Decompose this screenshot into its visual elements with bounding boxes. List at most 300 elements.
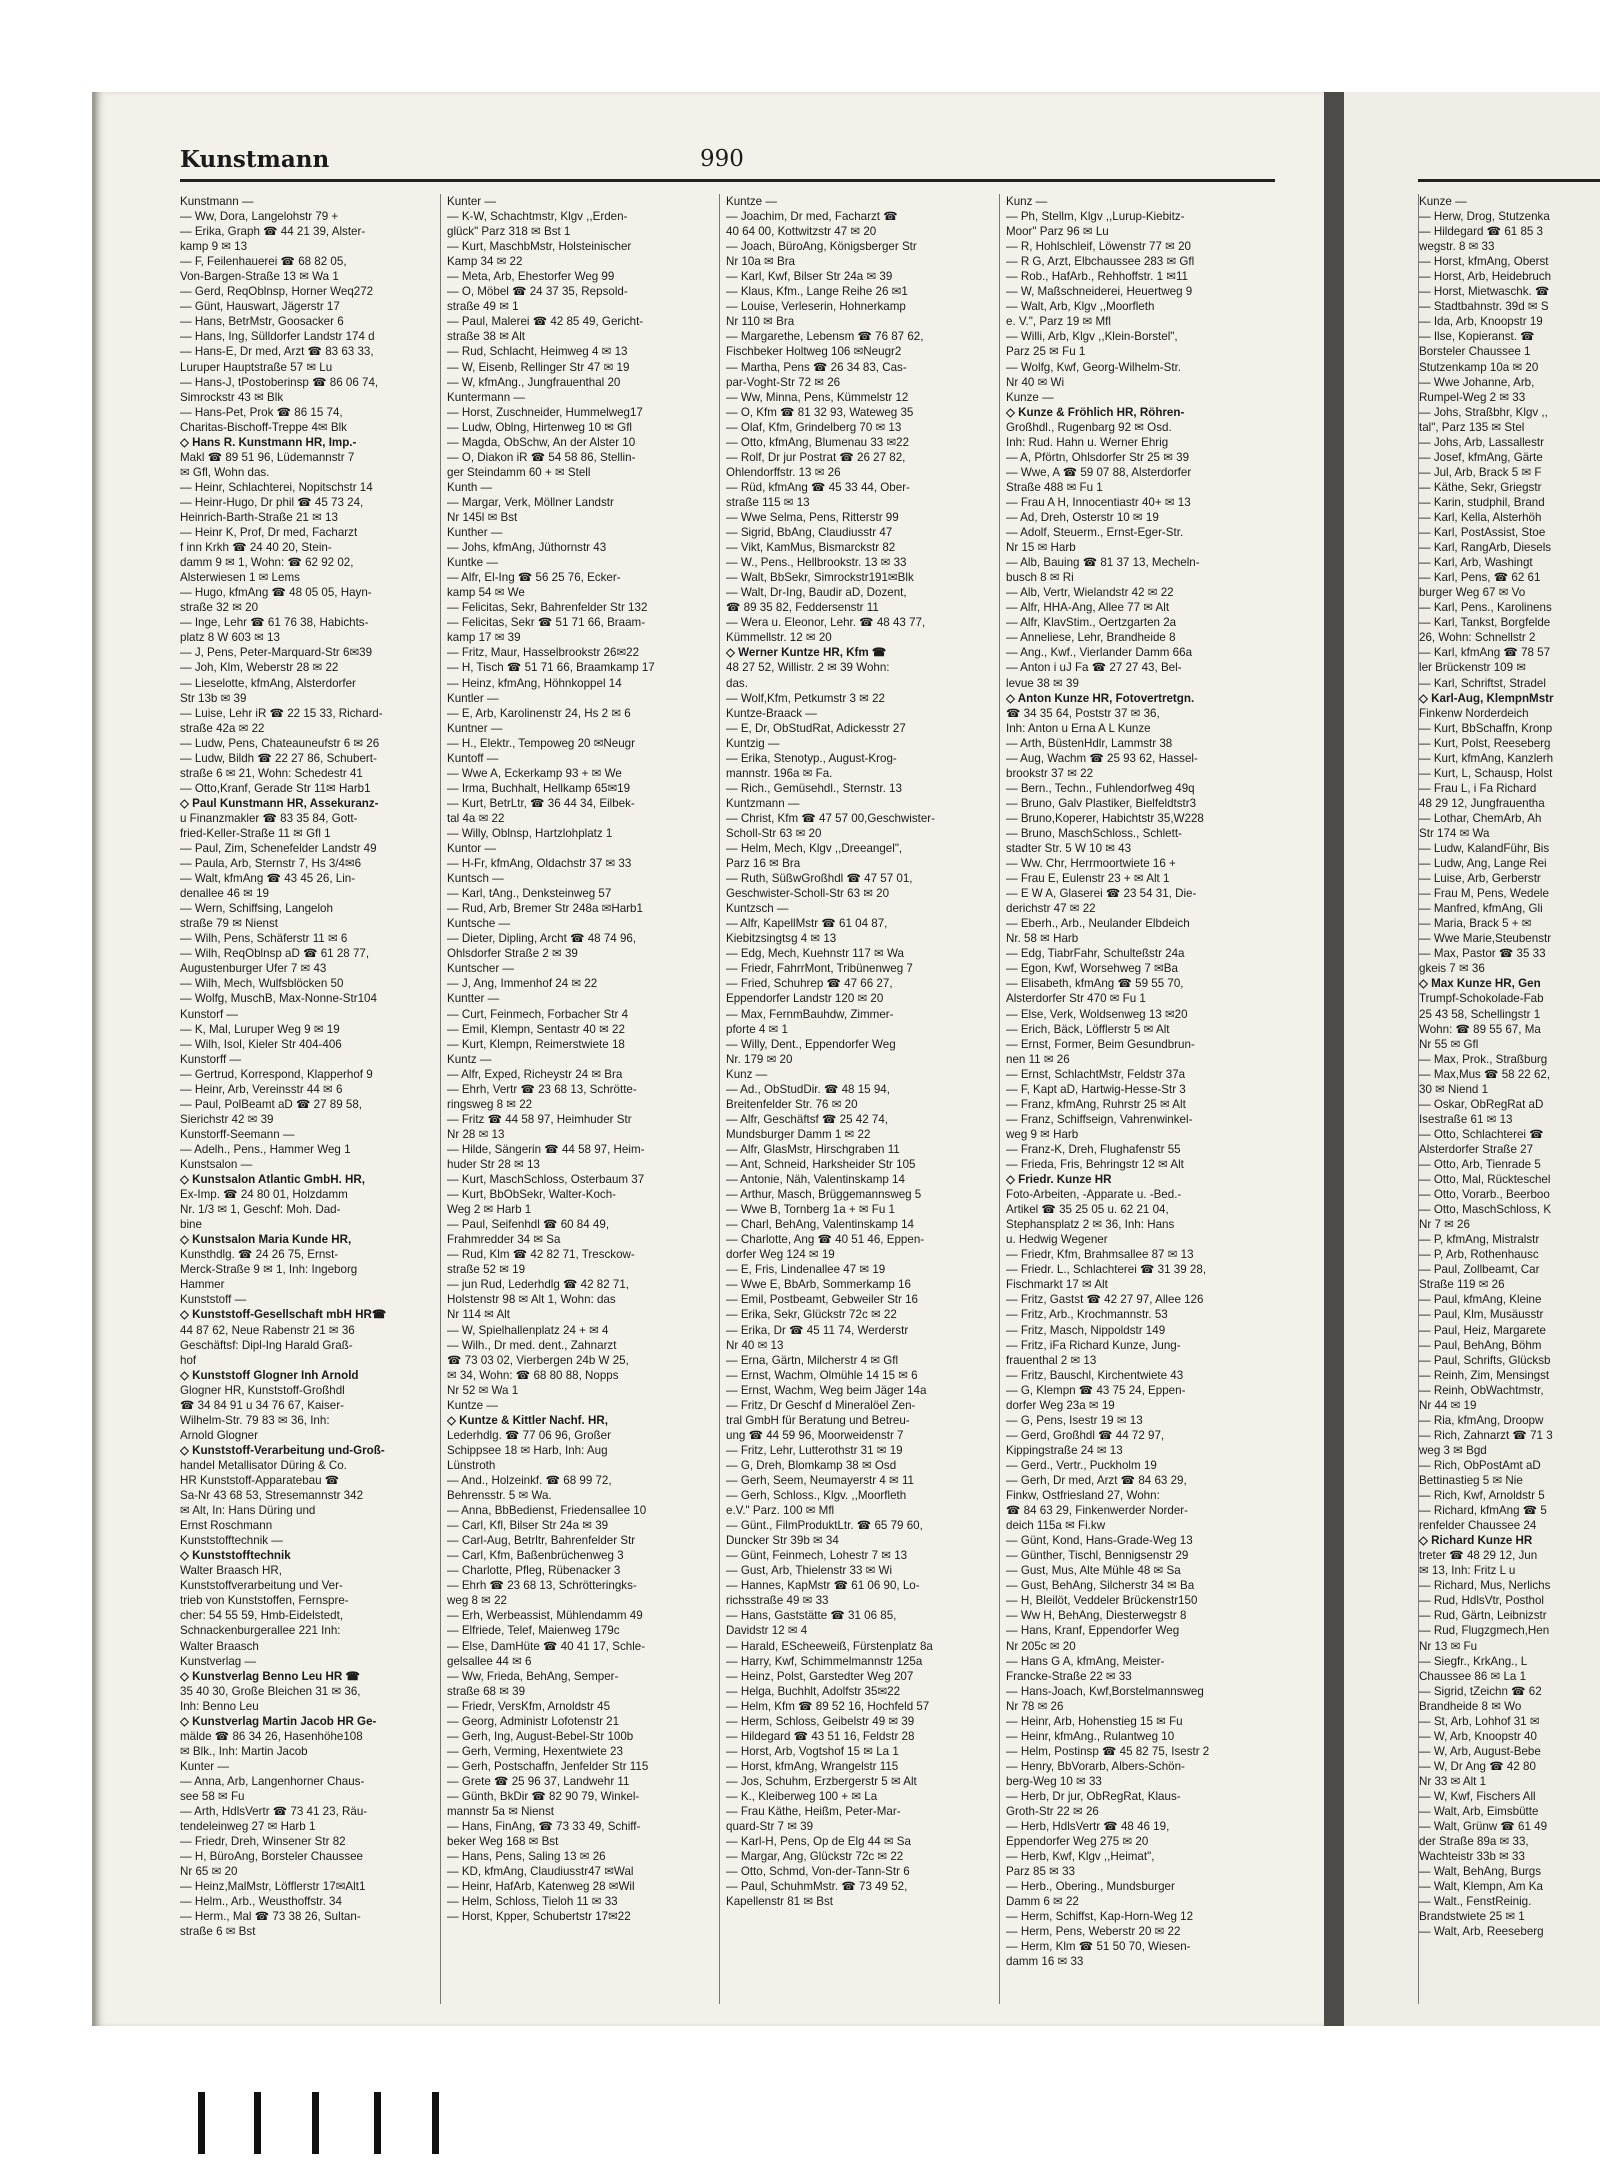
entry-line: Kunstmann — [180, 195, 254, 208]
entry-line: — Hans-J, tPostoberinsp ☎ 86 06 74, [180, 375, 379, 389]
entry-line: Nr 52 ✉ Wa 1 [447, 1383, 519, 1397]
entry-line: ◇ Richard Kunze HR [1419, 1534, 1533, 1548]
entry-line: Kuntsch — [447, 872, 504, 886]
entry-line: straße 49 ✉ 1 [447, 300, 519, 314]
entry-line: Kunter — [180, 1759, 229, 1773]
entry-line: Stutzenkamp 10a ✉ 20 [1419, 360, 1539, 374]
entry-line: — Jul, Arb, Brack 5 ✉ F [1419, 465, 1542, 479]
film-mark [432, 2092, 439, 2154]
entry-line: — Carl-Aug, Betrltr, Bahrenfelder Str [447, 1534, 636, 1548]
entry-line: Moor" Parz 96 ✉ Lu [1006, 225, 1109, 239]
entry-line: — Walt, Dr-Ing, Baudir aD, Dozent, [726, 586, 907, 600]
entry-line: — Paul, Seifenhdl ☎ 60 84 49, [447, 1218, 610, 1232]
entry-line: — Hugo, kfmAng ☎ 48 05 05, Hayn- [180, 586, 372, 600]
entry-line: Kuntscher — [447, 962, 515, 976]
entry-line: Kuntler — [447, 691, 499, 705]
entry-line: — Anton i uJ Fa ☎ 27 27 43, Bel- [1006, 661, 1182, 675]
entry-line: — Günth, BkDir ☎ 82 90 79, Winkel- [447, 1789, 640, 1803]
entry-line: — Horst, Mietwaschk. ☎ [1419, 285, 1550, 299]
entry-line: dorfer Weg 23a ✉ 19 [1006, 1398, 1115, 1412]
entry-line: — Anna, BbBedienst, Friedensallee 10 [447, 1504, 647, 1518]
entry-line: Hammer [180, 1278, 225, 1292]
entry-line: tal 4a ✉ 22 [447, 811, 505, 825]
entry-line: — Otto, Schmd, Von-der-Tann-Str 6 [726, 1865, 910, 1879]
entry-line: — Rud, Schlacht, Heimweg 4 ✉ 13 [447, 345, 628, 359]
entry-line: — Siegfr., KrkAng., L [1419, 1654, 1528, 1668]
entry-line: straße 68 ✉ 39 [447, 1684, 526, 1698]
entry-line: — Heinr, Arb, Hohenstieg 15 ✉ Fu [1006, 1714, 1183, 1728]
entry-line: — Alb, Vertr, Wielandstr 42 ✉ 22 [1006, 586, 1174, 600]
entry-line: — Ria, kfmAng, Droopw [1419, 1413, 1544, 1427]
entry-line: — Paul, PolBeamt aD ☎ 27 89 58, [180, 1097, 363, 1111]
entry-line: — Kurt, BbObSekr, Walter-Koch- [447, 1188, 617, 1202]
entry-line: — Herm, Schloss, Geibelstr 49 ✉ 39 [726, 1714, 915, 1728]
entry-line: — Olaf, Kfm, Grindelberg 70 ✉ 13 [726, 420, 902, 434]
entry-line: — H, Bleilöt, Veddeler Brückenstr150 [1006, 1594, 1198, 1608]
entry-line: — Frau E, Eulenstr 23 + ✉ Alt 1 [1006, 872, 1170, 886]
entry-line: — Rud, HdlsVtr, Posthol [1419, 1594, 1545, 1608]
entry-line: — Heinr K, Prof, Dr med, Facharzt [180, 526, 358, 540]
entry-line: — Franz, kfmAng, Ruhrstr 25 ✉ Alt [1006, 1097, 1186, 1111]
entry-line: — Christ, Kfm ☎ 47 57 00,Geschwister- [726, 811, 936, 825]
entry-line: — Ilse, Kopieranst. ☎ [1419, 330, 1535, 344]
entry-line: ◇ Paul Kunstmann HR, Assekuranz- [180, 796, 379, 810]
entry-line: — Richard, Mus, Nerlichs [1419, 1579, 1551, 1593]
entry-line: — Hans, Pens, Saling 13 ✉ 26 [447, 1850, 606, 1864]
entry-line: 30 ✉ Niend 1 [1419, 1082, 1489, 1096]
entry-line: berg-Weg 10 ✉ 33 [1006, 1774, 1102, 1788]
entry-line: — Rüd, kfmAng ☎ 45 33 44, Ober- [726, 480, 910, 494]
entry-line: — Gerd, ReqOblnsp, Horner Weq272 [180, 285, 374, 299]
header-rule [180, 179, 1275, 182]
entry-line: — Harry, Kwf, Schimmelmannstr 125a [726, 1654, 923, 1668]
film-mark [374, 2092, 381, 2154]
entry-line: — Ehrh, Vertr ☎ 23 68 13, Schrötte- [447, 1082, 637, 1096]
entry-line: — Gerh, Verming, Hexentwiete 23 [447, 1744, 623, 1758]
entry-line: — Hilde, Sängerin ☎ 44 58 97, Heim- [447, 1142, 645, 1156]
entry-line: — Charlotte, Ang ☎ 40 51 46, Eppen- [726, 1233, 925, 1247]
entry-line: Scholl-Str 63 ✉ 20 [726, 826, 822, 840]
entry-line: Kunstverlag — [180, 1654, 257, 1668]
entry-line: — Alfr, KapellMstr ☎ 61 04 87, [726, 917, 888, 931]
entry-line: — Wern, Schiffsing, Langeloh [180, 902, 333, 916]
entry-line: 26, Wohn: Schnellstr 2 [1419, 631, 1536, 645]
entry-line: — Stadtbahnstr. 39d ✉ S [1419, 300, 1549, 314]
entry-line: Kuntz — [447, 1052, 492, 1066]
entry-line: — Hans-Pet, Prok ☎ 86 15 74, [180, 405, 343, 419]
entry-line: Nr 40 ✉ 13 [726, 1338, 784, 1352]
entry-line: — A, Pförtn, Ohlsdorfer Str 25 ✉ 39 [1006, 450, 1190, 464]
entry-line: — Wwe B, Tornberg 1a + ✉ Fu 1 [726, 1203, 895, 1217]
entry-line: — Otto, kfmAng, Blumenau 33 ✉22 [726, 435, 910, 449]
entry-line: — Klaus, Kfm., Lange Reihe 26 ✉1 [726, 285, 908, 299]
entry-line: Nr 65 ✉ 20 [180, 1865, 238, 1879]
entry-line: — Frau L, i Fa Richard [1419, 781, 1537, 795]
entry-line: — Paul, Malerei ☎ 42 85 49, Gericht- [447, 315, 644, 329]
entry-line: — Wwe, A ☎ 59 07 88, Alsterdorfer [1006, 465, 1192, 479]
entry-line: — Else, DamHüte ☎ 40 41 17, Schle- [447, 1639, 646, 1653]
entry-line: u. Hedwig Wegener [1006, 1233, 1108, 1247]
entry-line: — Alfr, GlasMstr, Hirschgraben 11 [726, 1142, 900, 1156]
entry-line: — Elfriede, Telef, Maienweg 179c [447, 1624, 620, 1638]
entry-line: — Kurt, kfmAng, Kanzlerh [1419, 751, 1554, 765]
entry-line: — KD, kfmAng, Claudiusstr47 ✉Wal [447, 1865, 634, 1879]
entry-line: beker Weg 168 ✉ Bst [447, 1835, 559, 1849]
entry-line: 44 87 62, Neue Rabenstr 21 ✉ 36 [180, 1323, 355, 1337]
entry-line: Nr. 58 ✉ Harb [1006, 932, 1079, 946]
entry-line: — G, Pens, Isestr 19 ✉ 13 [1006, 1413, 1143, 1427]
entry-line: weg 3 ✉ Bgd [1419, 1443, 1487, 1457]
entry-line: — Friedr. L., Schlachterei ☎ 31 39 28, [1006, 1263, 1207, 1277]
entry-line: — Alfr, KlavStim., Oertzgarten 2a [1006, 616, 1177, 630]
entry-line: Ohlendorffstr. 13 ✉ 26 [726, 465, 841, 479]
entry-line: — Arth, HdlsVertr ☎ 73 41 23, Räu- [180, 1805, 368, 1819]
column-3 [719, 194, 1002, 2004]
entry-line: 48 27 52, Willistr. 2 ✉ 39 Wohn: [726, 661, 890, 675]
entry-line: Trumpf-Schokolade-Fab [1419, 992, 1544, 1006]
entry-line: ◇ Kunstverlag Martin Jacob HR Ge- [180, 1714, 377, 1728]
entry-line: Kuntor — [447, 842, 496, 856]
entry-line: Davidstr 12 ✉ 4 [726, 1624, 808, 1638]
entry-line: — Rich., Gemüsehdl., Sternstr. 13 [726, 781, 902, 795]
entry-line: — Hildegard ☎ 43 51 16, Feldstr 28 [726, 1729, 915, 1743]
entry-line: — Rud, Gärtn, Leibnizstr [1419, 1609, 1547, 1623]
entry-line: — Wolfg, Kwf, Georg-Wilhelm-Str. [1006, 360, 1182, 374]
entry-line: — Günt, Feinmech, Lohestr 7 ✉ 13 [726, 1549, 908, 1563]
entry-line: — Ruth, SüßwGroßhdl ☎ 47 57 01, [726, 872, 913, 886]
entry-line: — W., Pens., Hellbrookstr. 13 ✉ 33 [726, 556, 907, 570]
entry-line: — Ludw, Ang, Lange Rei [1419, 857, 1547, 871]
entry-line: — Horst, kfmAng, Wrangelstr 115 [726, 1759, 899, 1773]
entry-line: — Johs, Arb, Lassallestr [1419, 435, 1545, 449]
entry-line: — Horst, Arb, Vogtshof 15 ✉ La 1 [726, 1744, 899, 1758]
entry-line: — Charlotte, Pfleg, Rübenacker 3 [447, 1564, 621, 1578]
entry-line: Kuntoff — [447, 751, 499, 765]
entry-line: — Max, FernmBauhdw, Zimmer- [726, 1007, 894, 1021]
entry-line: Schippsee 18 ✉ Harb, Inh: Aug [447, 1443, 608, 1457]
entry-line: nen 11 ✉ 26 [1006, 1052, 1070, 1066]
entry-line: e. V.", Parz 19 ✉ Mfl [1006, 315, 1111, 329]
entry-line: — Joh, Klm, Weberstr 28 ✉ 22 [180, 661, 339, 675]
entry-line: — Grete ☎ 25 96 37, Landwehr 11 [447, 1774, 630, 1788]
entry-line: Nr 28 ✉ 13 [447, 1127, 505, 1141]
entry-line: Kuntze — [726, 195, 777, 208]
entry-line: — Walt, Klempn, Am Ka [1419, 1880, 1543, 1894]
entry-line: — Erika, Stenotyp., August-Krog- [726, 751, 897, 765]
scan-margin [0, 2026, 1600, 2177]
entry-line: — Ludw, Bildh ☎ 22 27 86, Schubert- [180, 751, 377, 765]
entry-line: kamp 54 ✉ We [447, 586, 525, 600]
entry-line: — Carl, Kfl, Bilser Str 24a ✉ 39 [447, 1519, 609, 1533]
entry-line: deich 115a ✉ Fi.kw [1006, 1519, 1106, 1533]
entry-line: Fischmarkt 17 ✉ Alt [1006, 1278, 1108, 1292]
entry-line: 25 43 58, Schellingstr 1 [1419, 1007, 1541, 1021]
entry-line: — Kurt, BbSchaffn, Kronp [1419, 721, 1553, 735]
entry-line: — Karl, RangArb, Diesels [1419, 541, 1552, 555]
entry-line: ger Steindamm 60 + ✉ Stell [447, 465, 591, 479]
entry-line: ◇ Anton Kunze HR, Fotovertretgn. [1006, 691, 1195, 705]
entry-line: — Walt, Arb, Klgv ,,Moorfleth [1006, 300, 1155, 314]
entry-line: — Joachim, Dr med, Facharzt ☎ [726, 210, 898, 224]
entry-line: — Heinr, Schlachterei, Nopitschstr 14 [180, 480, 373, 494]
entry-line: ◇ Friedr. Kunze HR [1006, 1173, 1112, 1187]
entry-line: — O, Diakon iR ☎ 54 58 86, Stellin- [447, 450, 636, 464]
entry-line: — Adolf, Steuerm., Ernst-Eger-Str. [1006, 526, 1184, 540]
entry-line: Nr 13 ✉ Fu [1419, 1639, 1478, 1653]
entry-line: — Hans, Kranf, Eppendorfer Weg [1006, 1624, 1180, 1638]
entry-line: — J, Pens, Peter-Marquard-Str 6✉39 [180, 646, 373, 660]
entry-line: — Inge, Lehr ☎ 61 76 38, Habichts- [180, 616, 369, 630]
entry-line: Finkw, Ostfriesland 27, Wohn: [1006, 1489, 1160, 1503]
film-mark [198, 2092, 205, 2154]
entry-line: — Ludw, Pens, Chateauneufstr 6 ✉ 26 [180, 736, 380, 750]
entry-line: tral GmbH für Beratung und Betreu- [726, 1413, 910, 1427]
entry-line: — Johs, kfmAng, Jüthornstr 43 [447, 541, 607, 555]
entry-line: — Fritz ☎ 44 58 97, Heimhuder Str [447, 1112, 632, 1126]
column-4 [999, 194, 1282, 2004]
entry-line: — Aug, Wachm ☎ 25 93 62, Hassel- [1006, 751, 1198, 765]
entry-line: — Johs, Straßbhr, Klgv ,, [1419, 405, 1548, 419]
entry-line: — Magda, ObSchw, An der Alster 10 [447, 435, 636, 449]
entry-line: Isestraße 61 ✉ 13 [1419, 1112, 1513, 1126]
entry-line: — Karl, PostAssist, Stoe [1419, 526, 1546, 540]
entry-line: — E W A, Glaserei ☎ 23 54 31, Die- [1006, 887, 1197, 901]
entry-line: — Curt, Feinmech, Forbacher Str 4 [447, 1007, 629, 1021]
entry-line: straße 6 ✉ Bst [180, 1925, 256, 1939]
entry-line: — Hans-Joach, Kwf,Borstelmannsweg [1006, 1684, 1204, 1698]
entry-line: handel Metallisator Düring & Co. [180, 1458, 347, 1472]
entry-line: — Wwe A, Eckerkamp 93 + ✉ We [447, 766, 622, 780]
entry-line: — Frau M, Pens, Wedele [1419, 887, 1549, 901]
entry-line: Foto-Arbeiten, -Apparate u. -Bed.- [1006, 1188, 1182, 1202]
entry-line: — Karin, studphil, Brand [1419, 495, 1545, 509]
entry-line: — Richard, kfmAng ☎ 5 [1419, 1504, 1547, 1518]
entry-line: — Gerh, Ing, August-Bebel-Str 100b [447, 1729, 634, 1743]
entry-line: — Erika, Sekr, Glückstr 72c ✉ 22 [726, 1308, 897, 1322]
entry-line: Nr 44 ✉ 19 [1419, 1398, 1477, 1412]
entry-line: Wachteistr 33b ✉ 33 [1419, 1850, 1525, 1864]
entry-line: Kunther — [447, 526, 503, 540]
entry-line: — Lothar, ChemArb, Ah [1419, 811, 1542, 825]
entry-line: — Karl, tAng., Denksteinweg 57 [447, 887, 612, 901]
entry-line: Von-Bargen-Straße 13 ✉ Wa 1 [180, 270, 339, 284]
entry-line: ◇ Kunststoff-Gesellschaft mbH HR☎ [180, 1308, 387, 1322]
entry-line: Nr. 1/3 ✉ 1, Geschf: Moh. Dad- [180, 1203, 341, 1217]
entry-line: — Joach, BüroAng, Königsberger Str [726, 240, 917, 254]
entry-line: ◇ Karl-Aug, KlempnMstr [1419, 691, 1554, 705]
entry-line: — H., Elektr., Tempoweg 20 ✉Neugr [447, 736, 635, 750]
entry-line: ◇ Werner Kuntze HR, Kfm ☎ [726, 646, 887, 660]
entry-line: — Ernst, Wachm, Weg beim Jäger 14a [726, 1383, 927, 1397]
entry-line: Mundsburger Damm 1 ✉ 22 [726, 1127, 871, 1141]
entry-line: — Heinr-Hugo, Dr phil ☎ 45 73 24, [180, 495, 364, 509]
entry-line: — Willi, Arb, Klgv ,,Klein-Borstel", [1006, 330, 1178, 344]
column-2 [440, 194, 722, 2004]
entry-line: Wilhelm-Str. 79 83 ✉ 36, Inh: [180, 1413, 330, 1427]
entry-line: Brandstwiete 25 ✉ 1 [1419, 1910, 1525, 1924]
entry-line: straße 115 ✉ 13 [726, 495, 810, 509]
entry-line: — Rich, Zahnarzt ☎ 71 3 [1419, 1428, 1553, 1442]
entry-line: — Gerh, Seem, Neumayerstr 4 ✉ 11 [726, 1473, 914, 1487]
entry-line: — Wilh, Pens, Schäferstr 11 ✉ 6 [180, 932, 348, 946]
entry-line: trieb von Kunststoffen, Fernspre- [180, 1594, 349, 1608]
entry-line: — Jos, Schuhm, Erzbergerstr 5 ✉ Alt [726, 1774, 917, 1788]
entry-line: — Fritz, Masch, Nippoldstr 149 [1006, 1323, 1166, 1337]
entry-line: — Georg, Administr Lofotenstr 21 [447, 1714, 620, 1728]
entry-line: — Else, Verk, Woldsenweg 13 ✉20 [1006, 1007, 1188, 1021]
entry-line: — Paul, BehAng, Böhm [1419, 1338, 1542, 1352]
entry-line: Kapellenstr 81 ✉ Bst [726, 1895, 834, 1909]
entry-line: — Günt., FilmProduktLtr. ☎ 65 79 60, [726, 1519, 923, 1533]
entry-line: — Horst, Arb, Heidebruch [1419, 270, 1552, 284]
entry-line: ◇ Kunstsalon Atlantic GmbH. HR, [180, 1173, 365, 1187]
entry-line: — Hildegard ☎ 61 85 3 [1419, 225, 1544, 239]
entry-line: Nr 40 ✉ Wi [1006, 375, 1065, 389]
entry-line: — Wwe E, BbArb, Sommerkamp 16 [726, 1278, 911, 1292]
entry-line: — Horst, Kpper, Schubertstr 17✉22 [447, 1910, 631, 1924]
entry-line: Fischbeker Holtweg 106 ✉Neugr2 [726, 345, 902, 359]
entry-line: — Herb, Dr jur, ObRegRat, Klaus- [1006, 1789, 1181, 1803]
entry-line: Kuntzsch — [726, 902, 789, 916]
entry-line: — Rob., HafArb., Rehhoffstr. 1 ✉11 [1006, 270, 1188, 284]
entry-line: — Ww, Frieda, BehAng, Semper- [447, 1669, 619, 1683]
entry-line: — W, Kwf, Fischers All [1419, 1789, 1536, 1803]
entry-line: — Hans, BetrMstr, Goosacker 6 [180, 315, 344, 329]
entry-line: straße 6 ✉ 21, Wohn: Schedestr 41 [180, 766, 363, 780]
entry-line: ◇ Kunststoff-Verarbeitung und-Groß- [180, 1443, 385, 1457]
entry-line: Kunstorff-Seemann — [180, 1127, 295, 1141]
entry-line: — Helm., Arb., Weusthoffstr. 34 [180, 1895, 342, 1909]
entry-line: — Karl, Tankst, Borgfelde [1419, 616, 1551, 630]
entry-line: — Wera u. Eleonor, Lehr. ☎ 48 43 77, [726, 616, 926, 630]
entry-line: — Josef, kfmAng, Gärte [1419, 450, 1543, 464]
entry-line: — Helga, Buchhlt, Adolfstr 35✉22 [726, 1684, 901, 1698]
entry-line: — Elisabeth, kfmAng ☎ 59 55 70, [1006, 977, 1184, 991]
entry-line: — Fritz, Maur, Hasselbrookstr 26✉22 [447, 646, 640, 660]
entry-line: — Max,Mus ☎ 58 22 62, [1419, 1067, 1551, 1081]
entry-line: — Frau Käthe, Heißm, Peter-Mar- [726, 1805, 901, 1819]
entry-line: — Hannes, KapMstr ☎ 61 06 90, Lo- [726, 1579, 920, 1593]
entry-line: — H, Tisch ☎ 51 71 66, Braamkamp 17 [447, 661, 655, 675]
entry-line: — Frieda, Fris, Behringstr 12 ✉ Alt [1006, 1158, 1184, 1171]
entry-line: — Kurt, MaschbMstr, Holsteinischer [447, 240, 632, 254]
entry-line: — W, Maßschneiderei, Heuertweg 9 [1006, 285, 1193, 299]
entry-line: — Bruno, Galv Plastiker, Bielfeldtstr3 [1006, 796, 1197, 810]
entry-line: — Louise, Verleserin, Hohnerkamp [726, 300, 906, 314]
entry-line: Ex-Imp. ☎ 24 80 01, Holzdamm [180, 1188, 348, 1202]
entry-line: — Sigrid, tZeichn ☎ 62 [1419, 1684, 1542, 1698]
entry-line: ◇ Kunststofftechnik [180, 1549, 291, 1563]
entry-line: gkeis 7 ✉ 36 [1419, 962, 1485, 976]
entry-line: — Otto, Vorarb., Beerboo [1419, 1188, 1550, 1202]
entry-line: 40 64 00, Kottwitzstr 47 ✉ 20 [726, 225, 877, 239]
entry-line: f inn Krkh ☎ 24 40 20, Stein- [180, 541, 332, 555]
entry-line: Geschwister-Scholl-Str 63 ✉ 20 [726, 887, 890, 901]
entry-line: — Reinh, ObWachtmstr, [1419, 1383, 1544, 1397]
entry-line: — O, Möbel ☎ 24 37 35, Repsold- [447, 285, 628, 299]
entry-line: — P, Arb, Rothenhausc [1419, 1248, 1539, 1262]
entry-line: — W, Arb, August-Bebe [1419, 1744, 1541, 1758]
entry-line: ringsweg 8 ✉ 22 [447, 1097, 533, 1111]
entry-line: — Anna, Arb, Langenhorner Chaus- [180, 1774, 365, 1788]
entry-line: Straße 488 ✉ Fu 1 [1006, 480, 1103, 494]
entry-line: — Heinz,MalMstr, Löfflerstr 17✉Alt1 [180, 1880, 366, 1894]
entry-line: Nr 205c ✉ 20 [1006, 1639, 1076, 1653]
entry-line: der Straße 89a ✉ 33, [1419, 1835, 1529, 1849]
entry-line: — Fritz, Dr Geschf d Mineralöel Zen- [726, 1398, 916, 1412]
entry-line: renfelder Chaussee 24 [1419, 1519, 1537, 1533]
entry-line: Finkenw Norderdeich [1419, 706, 1529, 720]
entry-line: — Ang., Kwf., Vierlander Damm 66a [1006, 646, 1193, 660]
entry-line: Kuntze-Braack — [726, 706, 817, 720]
entry-line: Kamp 34 ✉ 22 [447, 255, 523, 269]
entry-line: — O, Kfm ☎ 81 32 93, Wateweg 35 [726, 405, 914, 419]
entry-line: — Paul, Klm, Musäusstr [1419, 1308, 1544, 1322]
entry-line: 35 40 30, Große Bleichen 31 ✉ 36, [180, 1684, 361, 1698]
entry-line: — Henry, BbVorarb, Albers-Schön- [1006, 1759, 1185, 1773]
entry-line: — Kurt, L, Schausp, Holst [1419, 766, 1553, 780]
entry-line: — Ww H, BehAng, Diesterwegstr 8 [1006, 1609, 1187, 1623]
entry-line: Rumpel-Weg 2 ✉ 33 [1419, 390, 1526, 404]
entry-line: — Wilh., Dr med. dent., Zahnarzt [447, 1338, 617, 1352]
entry-line: Kunsthdlg. ☎ 24 26 75, Ernst- [180, 1248, 339, 1262]
entry-line: Parz 85 ✉ 33 [1006, 1865, 1076, 1879]
entry-line: — Karl, Kwf, Bilser Str 24a ✉ 39 [726, 270, 893, 284]
entry-line: quard-Str 7 ✉ 39 [726, 1820, 814, 1834]
entry-line: Nr 145l ✉ Bst [447, 510, 518, 524]
entry-line: — Kurt, MaschSchloss, Osterbaum 37 [447, 1173, 645, 1187]
entry-line: wegstr. 8 ✉ 33 [1419, 240, 1495, 254]
entry-line: Weg 2 ✉ Harb 1 [447, 1203, 532, 1217]
entry-line: ✉ Blk., Inh: Martin Jacob [180, 1744, 308, 1758]
entry-line: — Karl, kfmAng ☎ 78 57 [1419, 646, 1551, 660]
entry-line: straße 32 ✉ 20 [180, 601, 259, 615]
entry-line: Kunstsalon — [180, 1158, 253, 1171]
entry-line: fried-Keller-Straße 11 ✉ Gfl 1 [180, 826, 331, 840]
entry-line: Kunststofftechnik — [180, 1534, 283, 1548]
entry-line: ◇ Hans R. Kunstmann HR, Imp.- [180, 435, 357, 449]
film-mark [254, 2092, 261, 2154]
entry-line: Bettinastieg 5 ✉ Nie [1419, 1473, 1523, 1487]
column-facing [1418, 194, 1600, 2004]
entry-line: — Gerh, Dr med, Arzt ☎ 84 63 29, [1006, 1473, 1187, 1487]
entry-line: ☎ 84 63 29, Finkenwerder Norder- [1006, 1504, 1188, 1518]
entry-line: — Hans G A, kfmAng, Meister- [1006, 1654, 1165, 1668]
entry-line: — Herm., Mal ☎ 73 38 26, Sultan- [180, 1910, 361, 1924]
entry-line: — Fritz, Bauschl, Kirchentwiete 43 [1006, 1368, 1184, 1382]
entry-line: Merck-Straße 9 ✉ 1, Inh: Ingeborg [180, 1263, 358, 1277]
entry-line: — Felicitas, Sekr, Bahrenfelder Str 132 [447, 601, 648, 615]
entry-line: straße 42a ✉ 22 [180, 721, 265, 735]
entry-line: glück" Parz 318 ✉ Bst 1 [447, 225, 571, 239]
entry-line: — Paul, Heiz, Margarete [1419, 1323, 1546, 1337]
entry-line: — J, Ang, Immenhof 24 ✉ 22 [447, 977, 598, 991]
entry-line: — Oskar, ObRegRat aD [1419, 1097, 1544, 1111]
entry-line: — Paul, Zollbeamt, Car [1419, 1263, 1540, 1277]
entry-line: — Paul, Schrifts, Glücksb [1419, 1353, 1551, 1367]
entry-line: levue 38 ✉ 39 [1006, 676, 1079, 690]
entry-line: — Friedr, Kfm, Brahmsallee 87 ✉ 13 [1006, 1248, 1194, 1262]
entry-line: Duncker Str 39b ✉ 34 [726, 1534, 839, 1548]
entry-line: straße 79 ✉ Nienst [180, 917, 278, 931]
entry-line: — Heinr, kfmAng., Rulantweg 10 [1006, 1729, 1175, 1743]
entry-line: ◇ Kunstverlag Benno Leu HR ☎ [180, 1669, 360, 1683]
entry-line: Kunze — [1006, 390, 1054, 404]
running-head: Kunstmann [180, 146, 330, 173]
entry-line: — Carl, Kfm, Baßenbrüchenweg 3 [447, 1549, 624, 1563]
entry-line: Geschäftsf: Dipl-Ing Harald Graß- [180, 1338, 353, 1352]
entry-line: — Gust, Mus, Alte Mühle 48 ✉ Sa [1006, 1564, 1181, 1578]
